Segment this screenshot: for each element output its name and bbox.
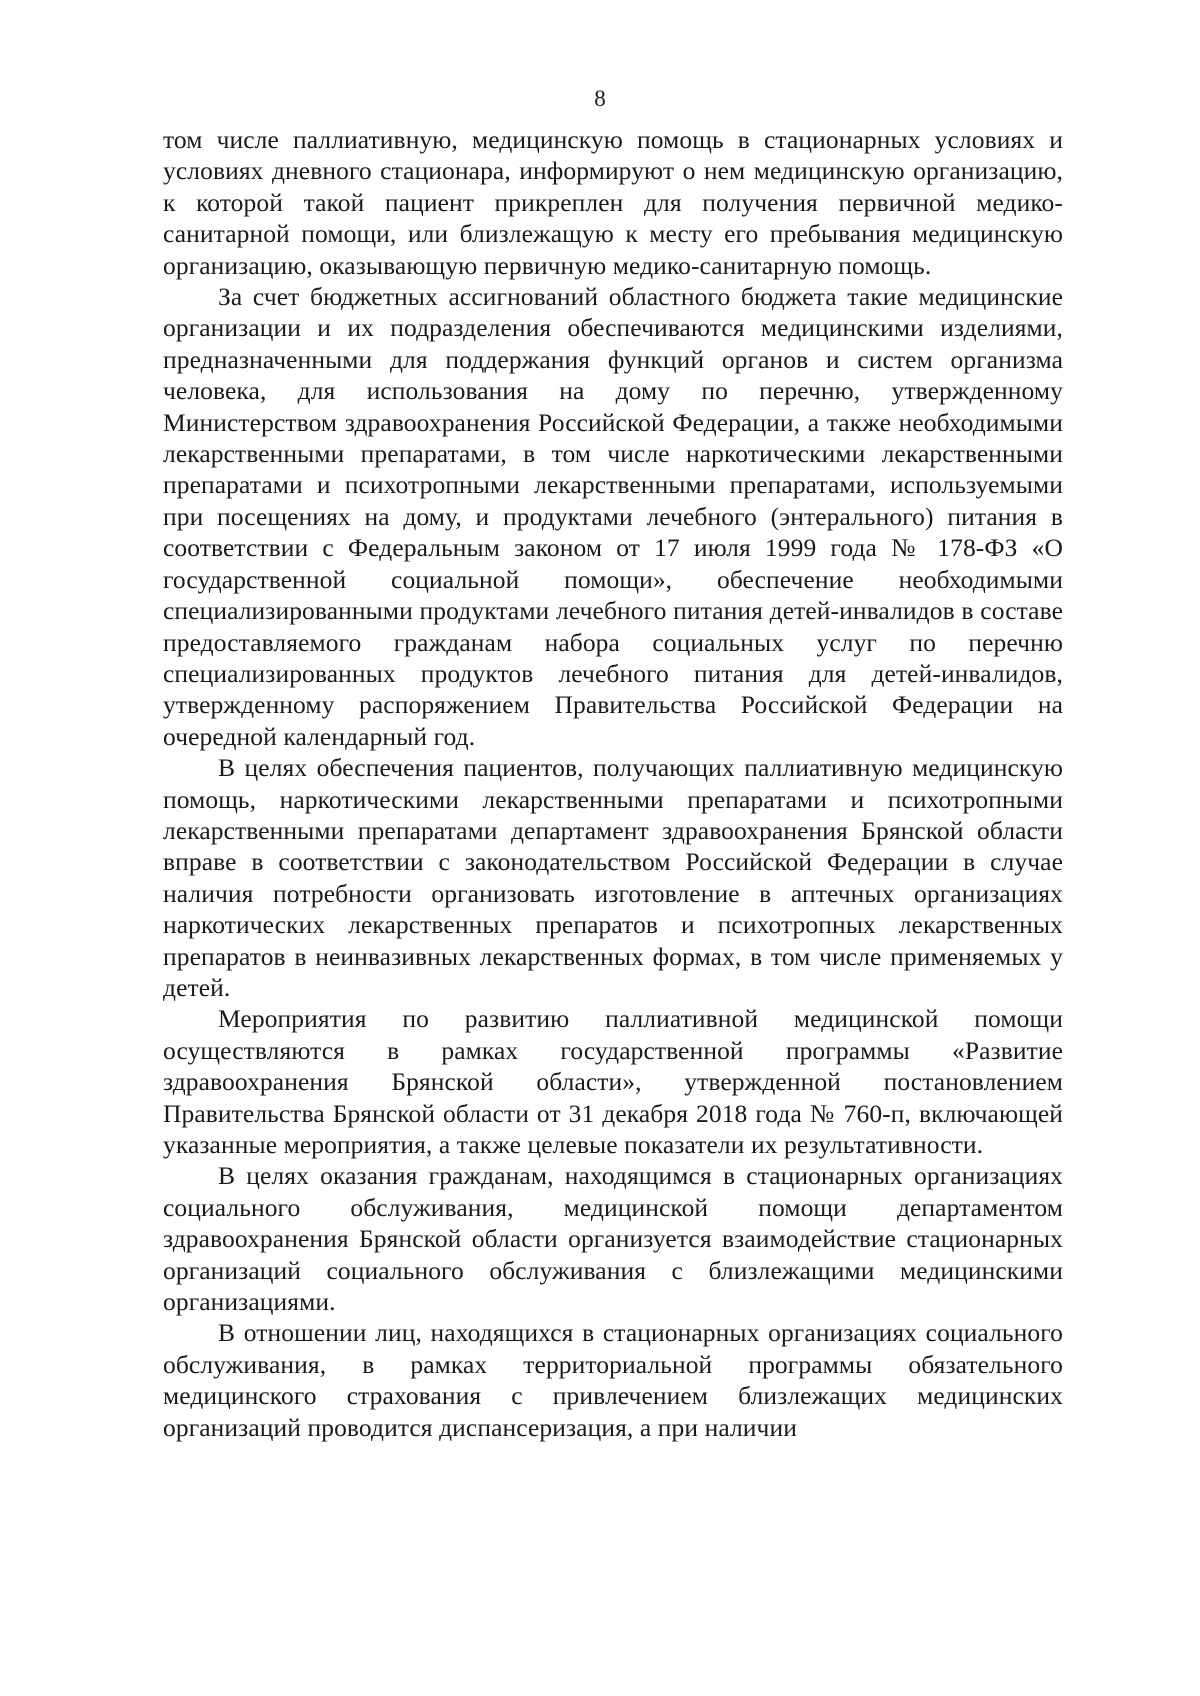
paragraph-continuation: том числе паллиативную, медицинскую помощь в стационарных условиях и условиях дневного стационара, информируют о нем медицинскую организацию, к которой такой пациент прикреплен для получения первичной медико-санитарной помощи, или близлежащую к месту его пребывания медицинскую организацию, оказывающую первичную медико-санитарную помощь. [163,125,1063,280]
paragraph-budget-funding: За счет бюджетных ассигнований областного бюджета такие медицинские организации и их подразделения обеспечиваются медицинскими изделиями, предназначенными для поддержания функций органов и систем организма человека, для использования на дому по перечню, утвержденному Министерством здравоохранения Российской Федерации, а также необходимыми лекарственными препаратами, в том числе наркотическими лекарственными препаратами и психотропными лекарственными препаратами, используемыми при посещениях на дому, и продуктами лечебного (энтерального) питания в соответствии с Федеральным законом от 17 июля 1999 года № 178-ФЗ «О государственной социальной помощи», обеспечение необходимыми специализированными продуктами лечебного питания детей-инвалидов в составе предоставляемого гражданам набора социальных услуг по перечню специализированных продуктов лечебного питания для детей-инвалидов, утвержденному распоряжением Правительства Российской Федерации на очередной календарный год. [163,282,1063,751]
document-body [163,124,1063,1443]
paragraph-narcotic-drugs: В целях обеспечения пациентов, получающих паллиативную медицинскую помощь, наркотическими лекарственными препаратами и психотропными лекарственными препаратами департамент здравоохранения Брянской области вправе в соответствии с законодательством Российской Федерации в случае наличия потребности организовать изготовление в аптечных организациях наркотических лекарственных препаратов и психотропных лекарственных препаратов в неинвазивных лекарственных формах, в том числе применяемых у детей. [163,753,1063,1002]
paragraph-palliative-program: Мероприятия по развитию паллиативной медицинской помощи осуществляются в рамках государственной программы «Развитие здравоохранения Брянской области», утвержденной постановлением Правительства Брянской области от 31 декабря 2018 года № 760-п, включающей указанные мероприятия, а также целевые показатели их результативности. [163,1004,1063,1159]
page-number: 8 [594,86,606,111]
paragraph-social-service-cooperation: В целях оказания гражданам, находящимся в стационарных организациях социального обслуживания, медицинской помощи департаментом здравоохранения Брянской области организуется взаимодействие стационарных организаций социального обслуживания с близлежащими медицинскими организациями. [163,1161,1063,1317]
paragraph-dispensary-examination: В отношении лиц, находящихся в стационарных организациях социального обслуживания, в рамках территориальной программы обязательного медицинского страхования с привлечением близлежащих медицинских организаций проводится диспансеризация, а при наличии [163,1318,1063,1442]
